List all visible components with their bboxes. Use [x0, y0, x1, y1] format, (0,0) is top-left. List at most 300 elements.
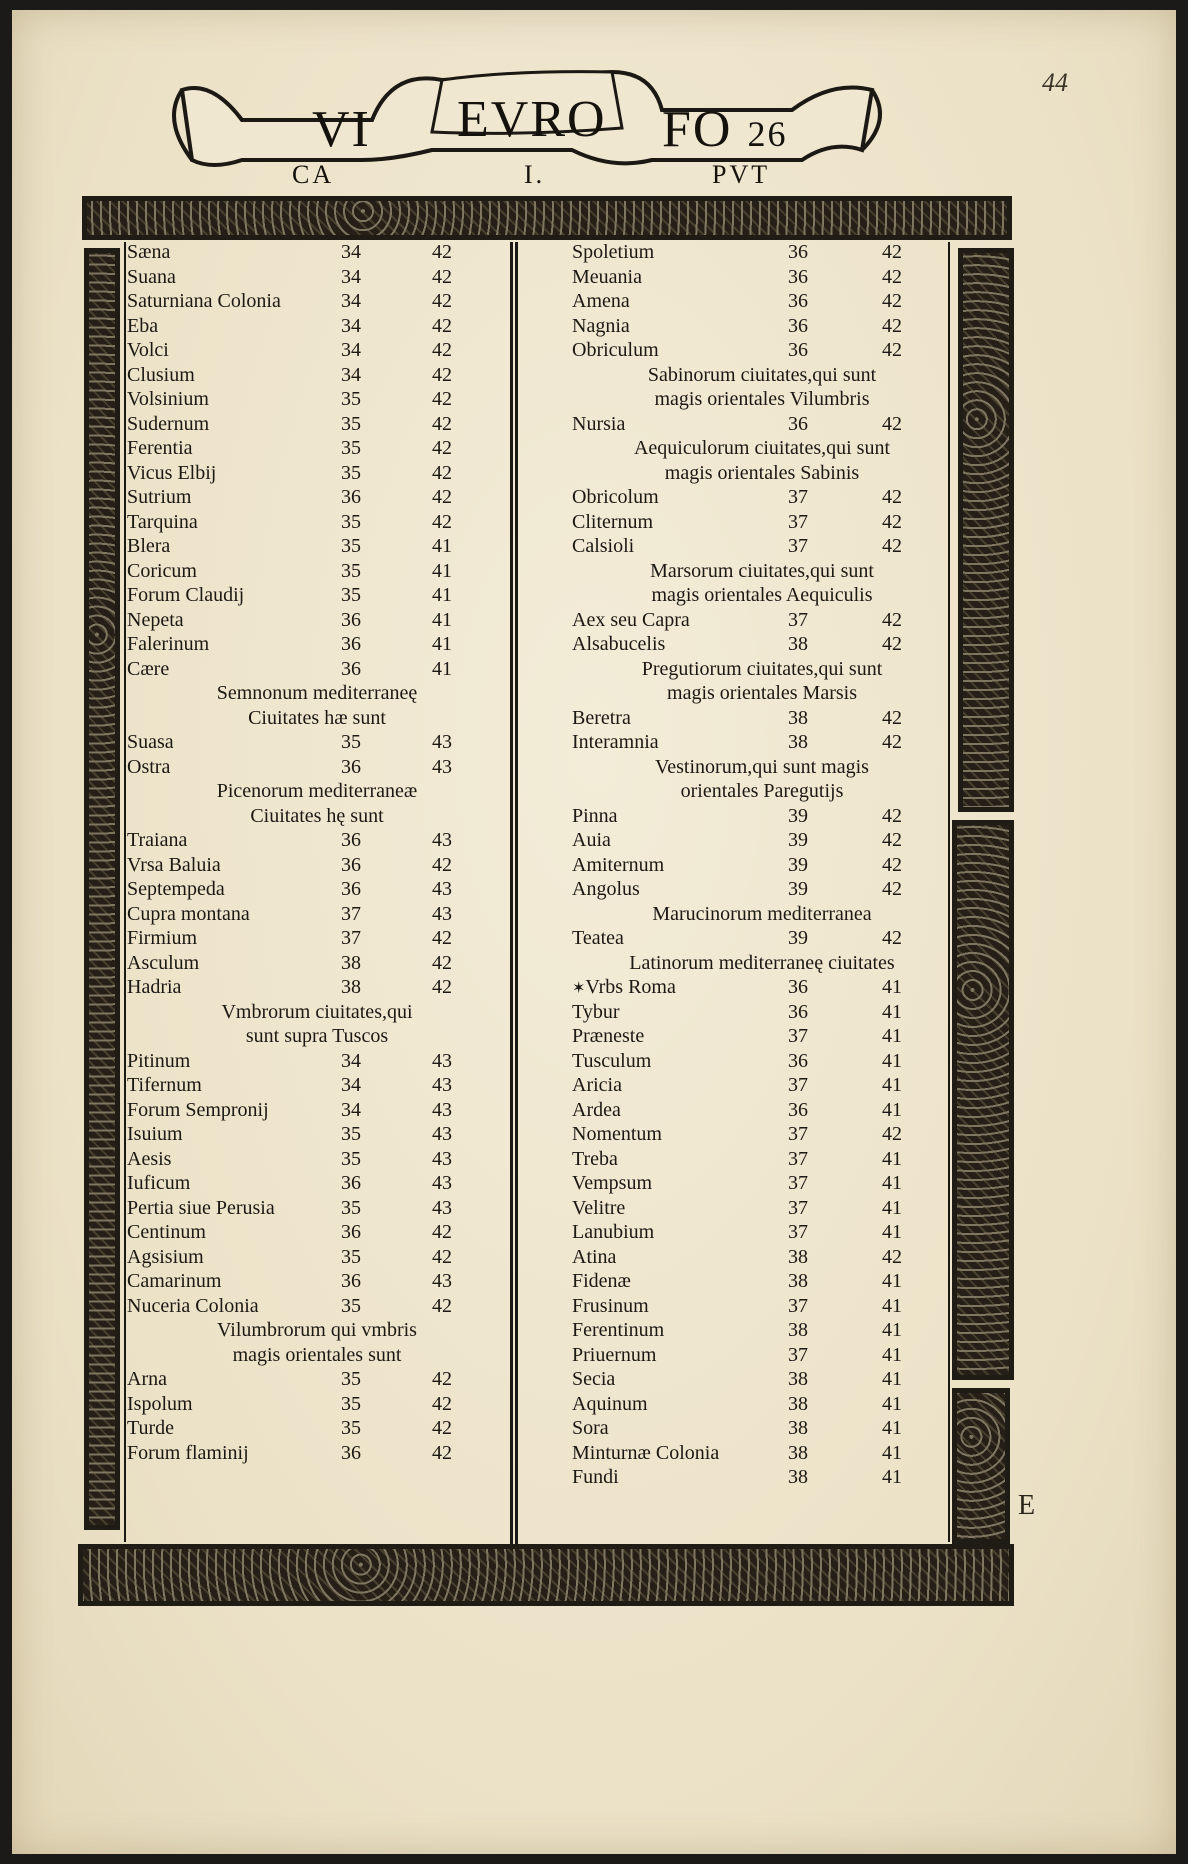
- region-heading: Ciuitates hæ sunt: [248, 706, 386, 729]
- longitude-degrees: 35: [341, 731, 361, 753]
- place-name: Ferentia: [127, 437, 193, 459]
- longitude-degrees: 38: [788, 1270, 808, 1292]
- table-row: [572, 804, 952, 829]
- latitude-degrees: 42: [882, 853, 902, 876]
- latitude-degrees: 42: [432, 363, 452, 386]
- place-name: Fundi: [572, 1466, 619, 1488]
- region-heading: Vmbrorum ciuitates,qui: [221, 1000, 413, 1023]
- latitude-degrees: 41: [432, 535, 452, 557]
- latitude-degrees: 41: [882, 1368, 902, 1390]
- latitude-degrees: 41: [882, 1294, 902, 1317]
- latitude-degrees: 43: [432, 1147, 452, 1170]
- place-name: Iuficum: [127, 1172, 191, 1194]
- table-row: [127, 338, 507, 363]
- place-name: Aricia: [572, 1074, 622, 1096]
- latitude-degrees: 42: [882, 804, 902, 827]
- longitude-degrees: 34: [341, 241, 361, 263]
- latitude-degrees: 41: [882, 1000, 902, 1023]
- place-name: Tifernum: [127, 1074, 202, 1096]
- place-name: Meuania: [572, 265, 642, 288]
- latitude-degrees: 41: [882, 1466, 902, 1488]
- table-row: [127, 363, 507, 388]
- latitude-degrees: 42: [432, 510, 452, 533]
- latitude-degrees: 41: [882, 1172, 902, 1194]
- table-row: [127, 265, 507, 290]
- place-name: Tarquina: [127, 510, 198, 533]
- table-row: [127, 902, 507, 927]
- latitude-degrees: 43: [432, 829, 452, 851]
- table-row: [127, 951, 507, 976]
- place-name: Volsinium: [127, 388, 209, 410]
- latitude-degrees: 42: [882, 486, 902, 508]
- longitude-degrees: 39: [788, 878, 808, 900]
- longitude-degrees: 37: [788, 1196, 808, 1219]
- longitude-degrees: 37: [788, 608, 808, 631]
- latitude-degrees: 43: [432, 1123, 452, 1145]
- region-heading: magis orientales Marsis: [667, 682, 857, 704]
- place-name: Vrsa Baluia: [127, 853, 221, 876]
- place-name: Ferentinum: [572, 1319, 665, 1341]
- column-rule-center: [510, 242, 518, 1544]
- place-name: Interamnia: [572, 731, 659, 753]
- latitude-degrees: 41: [882, 1074, 902, 1096]
- latitude-degrees: 43: [432, 1049, 452, 1072]
- longitude-degrees: 35: [341, 1368, 361, 1390]
- table-row: [127, 730, 507, 755]
- table-row: [572, 1318, 952, 1343]
- longitude-degrees: 38: [788, 1466, 808, 1488]
- place-name: Nepeta: [127, 608, 184, 631]
- place-name: Ardea: [572, 1098, 621, 1121]
- longitude-degrees: 36: [788, 1000, 808, 1023]
- table-row: [572, 853, 952, 878]
- place-name: Pinna: [572, 804, 618, 827]
- place-name: Pitinum: [127, 1049, 191, 1072]
- region-heading: magis orientales Aequiculis: [651, 584, 873, 606]
- region-heading: Pregutiorum ciuitates,qui sunt: [641, 657, 883, 680]
- longitude-degrees: 34: [341, 339, 361, 361]
- latitude-degrees: 43: [432, 902, 452, 925]
- table-row: [572, 1465, 952, 1490]
- latitude-degrees: 41: [882, 976, 902, 998]
- latitude-degrees: 42: [882, 731, 902, 753]
- table-row: [127, 1294, 507, 1319]
- table-row: [127, 877, 507, 902]
- place-name: Forum Claudij: [127, 584, 245, 606]
- table-row: [127, 289, 507, 314]
- latitude-degrees: 43: [432, 755, 452, 778]
- place-name: Frusinum: [572, 1294, 649, 1317]
- header-right: [662, 100, 787, 159]
- place-name: Ostra: [127, 755, 171, 778]
- table-row: [127, 1269, 507, 1294]
- table-row: [572, 1367, 952, 1392]
- longitude-degrees: 35: [341, 1392, 361, 1415]
- latitude-degrees: 41: [432, 657, 452, 680]
- latitude-degrees: 42: [432, 388, 452, 410]
- header-left: VI: [312, 101, 371, 158]
- longitude-degrees: 35: [341, 1147, 361, 1170]
- longitude-degrees: 35: [341, 510, 361, 533]
- longitude-degrees: 38: [788, 1392, 808, 1415]
- place-name: Saturniana Colonia: [127, 290, 281, 312]
- latitude-degrees: 42: [882, 878, 902, 900]
- longitude-degrees: 36: [341, 486, 361, 508]
- place-name: Treba: [572, 1147, 618, 1170]
- longitude-degrees: 36: [341, 878, 361, 900]
- place-name: Septempeda: [127, 878, 225, 900]
- longitude-degrees: 37: [788, 1221, 808, 1243]
- longitude-degrees: 38: [788, 1368, 808, 1390]
- folio-number: 44: [1042, 68, 1068, 97]
- longitude-degrees: 35: [341, 584, 361, 606]
- table-row: [572, 338, 952, 363]
- table-row: [572, 608, 952, 633]
- place-name: Velitre: [572, 1196, 626, 1219]
- latitude-degrees: 42: [432, 1368, 452, 1390]
- longitude-degrees: 38: [341, 951, 361, 974]
- longitude-degrees: 35: [341, 535, 361, 557]
- place-name: Agsisium: [127, 1245, 204, 1268]
- table-row: [572, 534, 952, 559]
- longitude-degrees: 36: [341, 1221, 361, 1243]
- longitude-degrees: 36: [341, 1441, 361, 1464]
- latitude-degrees: 42: [432, 853, 452, 876]
- region-heading: Vestinorum,qui sunt magis: [655, 755, 869, 778]
- latitude-degrees: 43: [432, 1172, 452, 1194]
- longitude-degrees: 36: [341, 755, 361, 778]
- place-name: Obriculum: [572, 339, 659, 361]
- longitude-degrees: 35: [341, 1123, 361, 1145]
- table-row: [127, 461, 507, 486]
- longitude-degrees: 38: [788, 706, 808, 729]
- longitude-degrees: 36: [788, 339, 808, 361]
- latitude-degrees: 41: [432, 584, 452, 606]
- region-heading: Marsorum ciuitates,qui sunt: [650, 559, 874, 582]
- ornament-right-border-upper: [958, 248, 1014, 812]
- place-name: Aex seu Capra: [572, 608, 690, 631]
- longitude-degrees: 38: [788, 1417, 808, 1439]
- latitude-degrees: 42: [882, 314, 902, 337]
- latitude-degrees: 42: [882, 535, 902, 557]
- place-name: Atina: [572, 1245, 617, 1268]
- latitude-degrees: 42: [432, 976, 452, 998]
- place-name: Pertia siue Perusia: [127, 1196, 275, 1219]
- latitude-degrees: 41: [432, 633, 452, 655]
- longitude-degrees: 35: [341, 437, 361, 459]
- table-row: [127, 240, 507, 265]
- longitude-degrees: 36: [788, 241, 808, 263]
- longitude-degrees: 35: [341, 1417, 361, 1439]
- table-row: [572, 1416, 952, 1441]
- latitude-degrees: 42: [432, 290, 452, 312]
- longitude-degrees: 34: [341, 265, 361, 288]
- latitude-degrees: 42: [882, 633, 902, 655]
- place-name: Hadria: [127, 976, 182, 998]
- table-row: [572, 1196, 952, 1221]
- latitude-degrees: 41: [882, 1441, 902, 1464]
- place-name: Ispolum: [127, 1392, 193, 1415]
- region-heading: magis orientales Sabinis: [664, 461, 860, 484]
- place-name: Præneste: [572, 1025, 645, 1047]
- table-row: [572, 730, 952, 755]
- latitude-degrees: 43: [432, 1074, 452, 1096]
- place-name: Nuceria Colonia: [127, 1294, 259, 1317]
- place-name: Lanubium: [572, 1221, 655, 1243]
- table-row: [572, 412, 952, 437]
- table-row: [572, 1392, 952, 1417]
- place-name: Cupra montana: [127, 902, 250, 925]
- longitude-degrees: 35: [341, 559, 361, 582]
- ornament-left-border: [84, 248, 120, 1530]
- longitude-degrees: 37: [788, 1147, 808, 1170]
- table-row: [127, 926, 507, 951]
- table-row: [127, 1147, 507, 1172]
- table-row: [127, 657, 507, 682]
- table-row: [572, 1269, 952, 1294]
- table-row: [572, 1122, 952, 1147]
- place-name: Tybur: [572, 1000, 620, 1023]
- header-right-number: 26: [747, 114, 788, 154]
- place-name: Calsioli: [572, 535, 635, 557]
- latitude-degrees: 41: [882, 1196, 902, 1219]
- latitude-degrees: 43: [432, 731, 452, 753]
- place-name: Cære: [127, 657, 170, 680]
- table-row: [127, 534, 507, 559]
- latitude-degrees: 42: [882, 241, 902, 263]
- place-name: Traiana: [127, 829, 188, 851]
- longitude-degrees: 36: [788, 290, 808, 312]
- place-name: Blera: [127, 535, 171, 557]
- latitude-degrees: 42: [432, 1294, 452, 1317]
- header-sub-center: I.: [524, 160, 546, 189]
- table-row: [127, 1171, 507, 1196]
- longitude-degrees: 36: [341, 657, 361, 680]
- ornament-bottom-border: [78, 1544, 1014, 1606]
- longitude-degrees: 34: [341, 363, 361, 386]
- longitude-degrees: 37: [788, 1343, 808, 1366]
- place-name: Angolus: [572, 878, 640, 900]
- place-name: Sudernum: [127, 412, 210, 435]
- longitude-degrees: 35: [341, 1196, 361, 1219]
- longitude-degrees: 35: [341, 461, 361, 484]
- place-name: Cliternum: [572, 510, 654, 533]
- table-row: [572, 926, 952, 951]
- place-name: Beretra: [572, 706, 631, 729]
- table-row: [127, 412, 507, 437]
- longitude-degrees: 35: [341, 1294, 361, 1317]
- longitude-degrees: 36: [341, 829, 361, 851]
- longitude-degrees: 34: [341, 1074, 361, 1096]
- table-row: [572, 975, 952, 1000]
- latitude-degrees: 42: [432, 339, 452, 361]
- place-name: Secia: [572, 1368, 616, 1390]
- table-row: [572, 1245, 952, 1270]
- longitude-degrees: 38: [341, 976, 361, 998]
- place-name: Amena: [572, 290, 630, 312]
- place-name: Sora: [572, 1417, 609, 1439]
- latitude-degrees: 42: [432, 927, 452, 949]
- table-row: [572, 1441, 952, 1466]
- place-name: Turde: [127, 1417, 175, 1439]
- longitude-degrees: 38: [788, 1319, 808, 1341]
- header-sub-right: PVT: [712, 160, 771, 189]
- longitude-degrees: 39: [788, 853, 808, 876]
- table-row: [572, 1000, 952, 1025]
- place-name: Aesis: [127, 1147, 172, 1170]
- table-row: [127, 583, 507, 608]
- latitude-degrees: 41: [882, 1270, 902, 1292]
- table-row: [572, 240, 952, 265]
- place-name: Auia: [572, 829, 611, 851]
- table-row: [127, 755, 507, 780]
- table-row: [127, 559, 507, 584]
- place-name: Priuernum: [572, 1343, 657, 1366]
- table-row: [572, 314, 952, 339]
- latitude-degrees: 41: [882, 1049, 902, 1072]
- region-heading: Ciuitates hę sunt: [250, 804, 384, 827]
- latitude-degrees: 42: [432, 1245, 452, 1268]
- region-heading: Marucinorum mediterranea: [652, 902, 872, 925]
- latitude-degrees: 43: [432, 1196, 452, 1219]
- left-column: [127, 240, 507, 1465]
- longitude-degrees: 37: [788, 1172, 808, 1194]
- table-row: [127, 1196, 507, 1221]
- table-row: [572, 289, 952, 314]
- longitude-degrees: 35: [341, 1245, 361, 1268]
- region-heading: magis orientales Vilumbris: [654, 388, 870, 410]
- latitude-degrees: 42: [432, 437, 452, 459]
- place-name: Nursia: [572, 412, 626, 435]
- place-name: Volci: [127, 339, 169, 361]
- table-row: [127, 1098, 507, 1123]
- table-row: [572, 877, 952, 902]
- longitude-degrees: 37: [788, 486, 808, 508]
- place-name: Asculum: [127, 951, 200, 974]
- region-heading: Sabinorum ciuitates,qui sunt: [647, 363, 877, 386]
- longitude-degrees: 38: [788, 1441, 808, 1464]
- table-row: [572, 706, 952, 731]
- table-row: [572, 828, 952, 853]
- table-row: [127, 975, 507, 1000]
- longitude-degrees: 37: [341, 927, 361, 949]
- longitude-degrees: 37: [788, 1074, 808, 1096]
- column-rule-left: [124, 242, 126, 1542]
- latitude-degrees: 42: [882, 706, 902, 729]
- place-name: Clusium: [127, 363, 195, 386]
- longitude-degrees: 36: [341, 1270, 361, 1292]
- place-name: ✶ Vrbs Roma: [572, 975, 676, 1001]
- latitude-degrees: 42: [882, 290, 902, 312]
- latitude-degrees: 41: [882, 1392, 902, 1415]
- place-name: Coricum: [127, 559, 197, 582]
- region-heading: orientales Paregutijs: [680, 780, 844, 802]
- table-row: [572, 485, 952, 510]
- longitude-degrees: 36: [788, 976, 808, 998]
- place-name: Suana: [127, 265, 176, 288]
- table-row: [572, 1343, 952, 1368]
- table-row: [127, 828, 507, 853]
- longitude-degrees: 36: [341, 608, 361, 631]
- longitude-degrees: 37: [788, 510, 808, 533]
- table-row: [572, 1073, 952, 1098]
- table-row: [572, 632, 952, 657]
- longitude-degrees: 34: [341, 314, 361, 337]
- header-center: EVRO: [457, 91, 607, 148]
- longitude-degrees: 34: [341, 290, 361, 312]
- place-name: Sutrium: [127, 486, 192, 508]
- latitude-degrees: 42: [432, 1392, 452, 1415]
- latitude-degrees: 42: [882, 265, 902, 288]
- latitude-degrees: 42: [882, 412, 902, 435]
- latitude-degrees: 42: [432, 241, 452, 263]
- table-row: [127, 1441, 507, 1466]
- latitude-degrees: 41: [882, 1221, 902, 1243]
- latitude-degrees: 42: [432, 486, 452, 508]
- longitude-degrees: 36: [788, 265, 808, 288]
- place-name: Eba: [127, 314, 159, 337]
- table-row: [127, 608, 507, 633]
- table-row: [572, 510, 952, 535]
- table-row: [572, 1049, 952, 1074]
- ornament-top-border: [82, 196, 1012, 240]
- longitude-degrees: 36: [788, 412, 808, 435]
- place-name: Forum flaminij: [127, 1441, 249, 1464]
- longitude-degrees: 37: [788, 1025, 808, 1047]
- place-name: Suasa: [127, 731, 174, 753]
- latitude-degrees: 41: [882, 1147, 902, 1170]
- place-name: Amiternum: [572, 853, 665, 876]
- latitude-degrees: 41: [882, 1417, 902, 1439]
- longitude-degrees: 37: [788, 1123, 808, 1145]
- place-name: Centinum: [127, 1221, 206, 1243]
- table-row: [127, 314, 507, 339]
- table-row: [127, 1367, 507, 1392]
- place-name: Firmium: [127, 927, 198, 949]
- ornament-right-border-lower: [952, 1388, 1010, 1544]
- header-right-text: FO: [662, 101, 733, 158]
- latitude-degrees: 42: [882, 1123, 902, 1145]
- region-heading: Latinorum mediterraneę ciuitates: [629, 951, 895, 974]
- place-name: Spoletium: [572, 241, 655, 263]
- table-row: [127, 387, 507, 412]
- latitude-degrees: 42: [882, 339, 902, 361]
- longitude-degrees: 39: [788, 804, 808, 827]
- latitude-degrees: 42: [432, 314, 452, 337]
- table-row: [127, 1416, 507, 1441]
- place-name: Fidenæ: [572, 1270, 631, 1292]
- place-name: Tusculum: [572, 1049, 652, 1072]
- longitude-degrees: 36: [341, 853, 361, 876]
- latitude-degrees: 42: [432, 951, 452, 974]
- table-row: [572, 1024, 952, 1049]
- longitude-degrees: 38: [788, 633, 808, 655]
- latitude-degrees: 42: [432, 1417, 452, 1439]
- right-column: [572, 240, 952, 1490]
- table-row: [127, 510, 507, 535]
- longitude-degrees: 39: [788, 927, 808, 949]
- latitude-degrees: 41: [432, 608, 452, 631]
- latitude-degrees: 43: [432, 1270, 452, 1292]
- longitude-degrees: 35: [341, 412, 361, 435]
- longitude-degrees: 37: [788, 535, 808, 557]
- table-row: [127, 1392, 507, 1417]
- longitude-degrees: 34: [341, 1049, 361, 1072]
- table-row: [127, 1245, 507, 1270]
- table-row: [572, 1294, 952, 1319]
- latitude-degrees: 41: [882, 1319, 902, 1341]
- latitude-degrees: 43: [432, 878, 452, 900]
